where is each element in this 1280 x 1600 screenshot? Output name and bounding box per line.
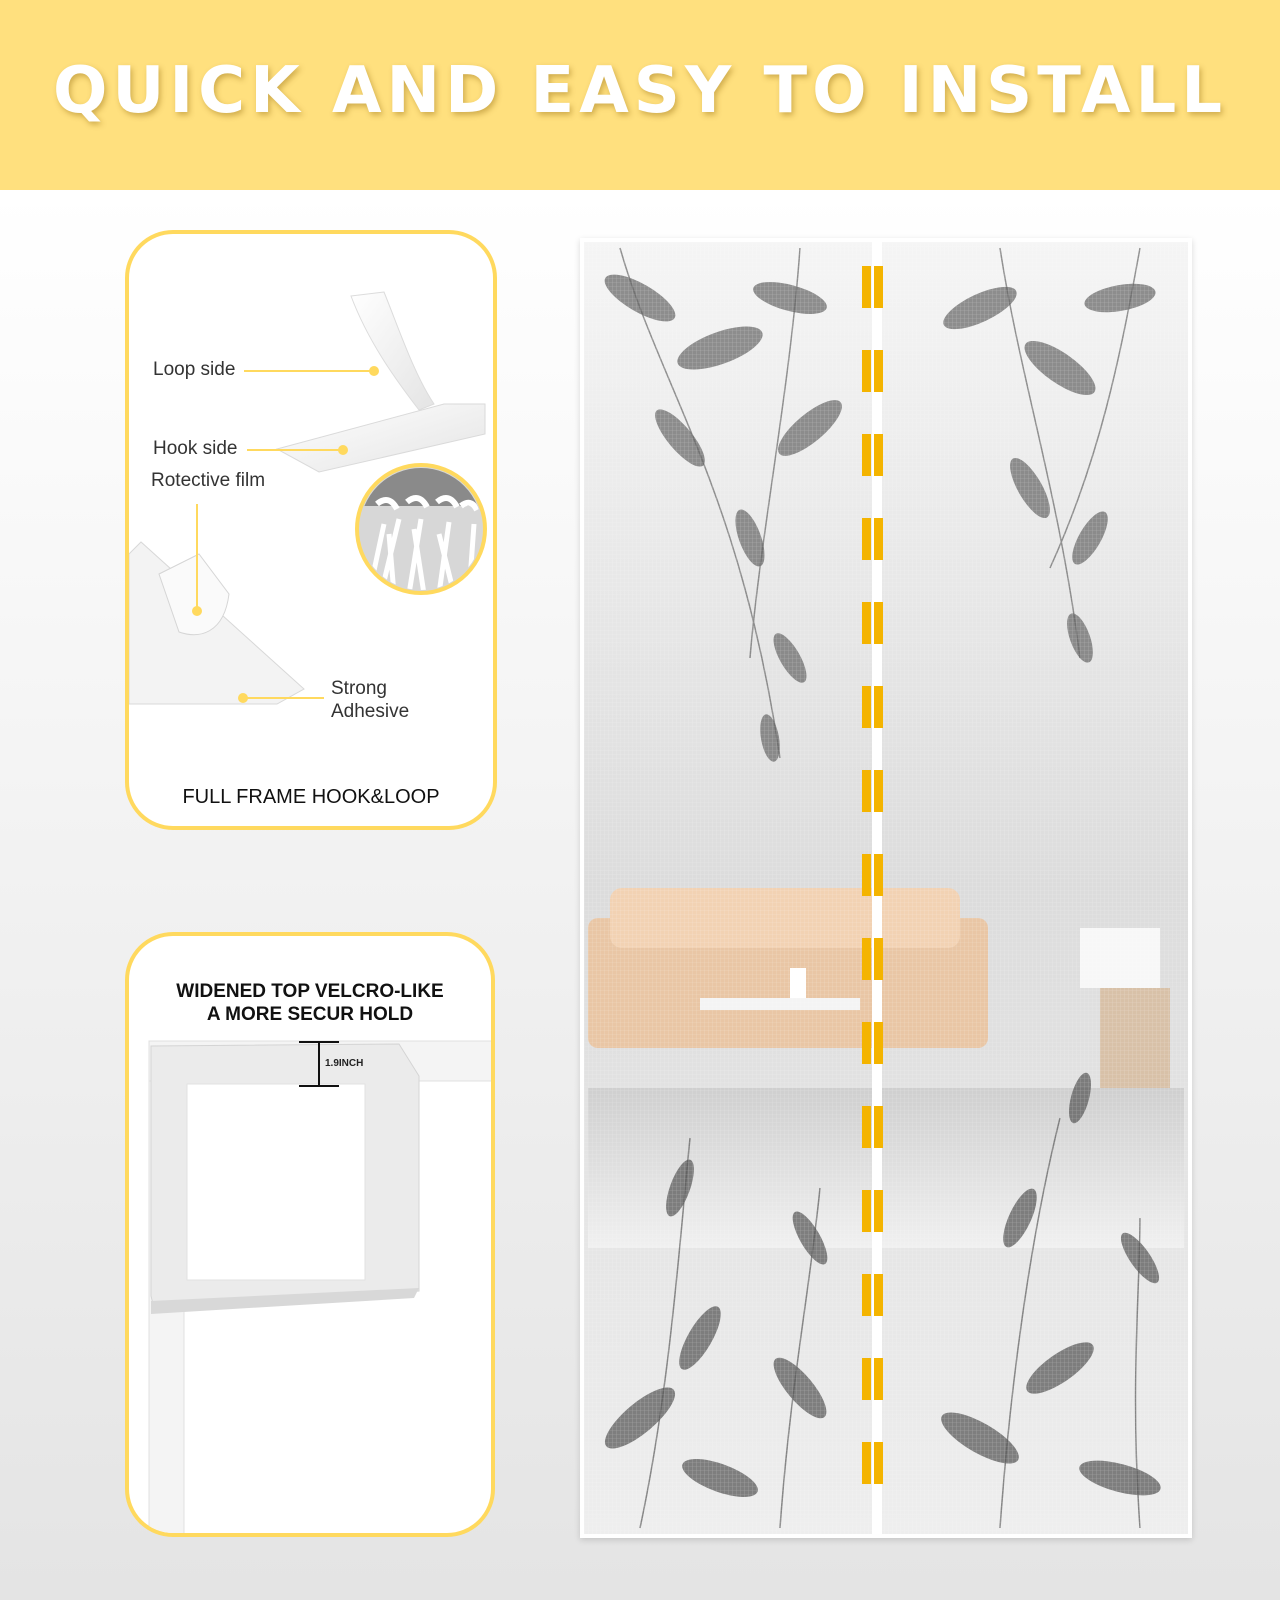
magnet-segment: [874, 770, 883, 812]
magnet-segment: [862, 1190, 871, 1232]
magnet-segment: [874, 854, 883, 896]
magnet-segment: [874, 1358, 883, 1400]
magnet-segment: [862, 518, 871, 560]
frame-corner-icon: [129, 936, 495, 1537]
velcro-strip-icon: [129, 234, 497, 830]
adhesive-label: Adhesive: [331, 701, 410, 722]
screen-door-illustration: [580, 238, 1192, 1538]
magnet-segment: [874, 686, 883, 728]
magnet-segment: [862, 938, 871, 980]
magnet-segment: [862, 686, 871, 728]
magnet-segment: [862, 602, 871, 644]
magnet-segment: [874, 434, 883, 476]
magnet-segment: [862, 350, 871, 392]
magnet-segment: [862, 854, 871, 896]
magnet-segment: [874, 518, 883, 560]
hook-loop-caption: FULL FRAME HOOK&LOOP: [182, 786, 440, 808]
loop-side-label: Loop side: [153, 359, 236, 380]
page-title: QUICK AND EASY TO INSTALL: [52, 54, 1228, 128]
magnet-segment: [862, 1358, 871, 1400]
magnet-segment: [874, 1274, 883, 1316]
magnet-segment: [862, 434, 871, 476]
strong-label: Strong: [331, 678, 387, 699]
magnet-segment: [862, 1442, 871, 1484]
magnet-segment: [862, 1022, 871, 1064]
magnet-segment: [874, 1022, 883, 1064]
magnet-segment: [862, 1106, 871, 1148]
magnet-segment: [874, 266, 883, 308]
velcro-heading-line1: WIDENED TOP VELCRO-LIKE: [176, 981, 444, 1002]
protective-film-label: Rotective film: [151, 470, 266, 491]
hook-side-label: Hook side: [153, 438, 238, 459]
velcro-card: [125, 932, 495, 1537]
magnet-segment: [874, 1190, 883, 1232]
hook-loop-card: [125, 230, 497, 830]
velcro-heading-line2: A MORE SECUR HOLD: [206, 1004, 414, 1025]
magnet-segment: [874, 1106, 883, 1148]
magnet-segment: [874, 350, 883, 392]
magnet-segment: [862, 266, 871, 308]
header-banner: [0, 0, 1280, 190]
dimension-label: 1.9INCH: [325, 1058, 364, 1069]
magnet-segment: [874, 938, 883, 980]
magnet-segment: [862, 1274, 871, 1316]
magnet-segment: [874, 1442, 883, 1484]
hook-closeup-icon: [357, 465, 487, 594]
magnet-segment: [874, 602, 883, 644]
magnet-segment: [862, 770, 871, 812]
